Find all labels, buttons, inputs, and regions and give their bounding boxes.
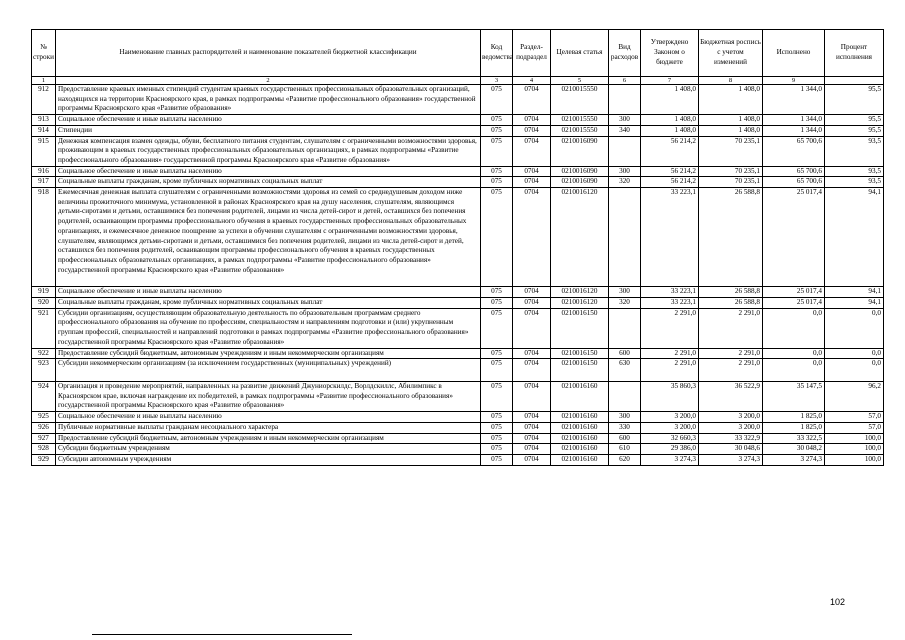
percent-executed: 100,0 — [825, 433, 884, 444]
table-row — [32, 433, 884, 444]
schedule-amount: 26 588,8 — [699, 188, 763, 287]
section-code: 0704 — [513, 422, 551, 433]
dept-code: 075 — [481, 433, 513, 444]
executed-amount: 1 344,0 — [763, 125, 825, 136]
schedule-amount: 30 048,6 — [699, 444, 763, 455]
dept-code: 075 — [481, 85, 513, 115]
row-name: Предоставление субсидий бюджетным, автономным учреждениям и иным некоммерческим организациям — [56, 348, 481, 359]
target-article: 0210016160 — [551, 454, 609, 465]
expense-type: 610 — [609, 444, 641, 455]
percent-executed: 94,1 — [825, 188, 884, 287]
approved-amount: 56 214,2 — [641, 166, 699, 177]
section-code: 0704 — [513, 85, 551, 115]
row-name: Ежемесячная денежная выплата слушателям с ограниченными возможностями здоровья из семей со среднедушевым доходом ниже величины прожиточного минимума, установленной в районах Красноярского края на душу населения, слушателям, являющимся детьми-сиротами и детьми, оставшимися без попечения родителей, лицами из числа детей-сирот и детей, оставшихся без попечения родителей, осваивающим программы профессионального обучения в краевых государственных профессиональных образовательных организациях, и ежемесячное денежное поощрение за успехи в обучении слушателям с ограниченными возможностями здоровья, слушателям, являющимся детьми-сиротами и детьми, оставшимися без попечения родителей, лицами из числа детей-сирот и детей, оставшихся без попечения родителей, осваивающим программы профессионального обучения в краевых государственных профессиональных образовательных организациях, в рамках подпрограммы «Развитие профессионального образования» государственной программы Красноярского края «Развитие образования» — [56, 188, 481, 287]
schedule-amount: 1 408,0 — [699, 125, 763, 136]
dept-code: 075 — [481, 454, 513, 465]
header-expense-type: Вид расходов — [609, 30, 641, 77]
row-number: 922 — [32, 348, 56, 359]
column-number: 5 — [551, 77, 609, 85]
column-number: 4 — [513, 77, 551, 85]
target-article: 0210016150 — [551, 359, 609, 382]
column-number: 7 — [641, 77, 699, 85]
table-body — [32, 85, 884, 466]
row-name: Социальное обеспечение и иные выплаты населению — [56, 115, 481, 126]
executed-amount: 25 017,4 — [763, 287, 825, 298]
percent-executed: 94,1 — [825, 287, 884, 298]
column-number: 2 — [56, 77, 481, 85]
percent-executed: 57,0 — [825, 422, 884, 433]
dept-code: 075 — [481, 359, 513, 382]
schedule-amount: 70 235,1 — [699, 177, 763, 188]
schedule-amount: 3 274,3 — [699, 454, 763, 465]
target-article: 0210016090 — [551, 166, 609, 177]
schedule-amount: 1 408,0 — [699, 85, 763, 115]
expense-type: 300 — [609, 412, 641, 423]
header-dept-code: Код ведомства — [481, 30, 513, 77]
approved-amount: 3 200,0 — [641, 412, 699, 423]
expense-type: 330 — [609, 422, 641, 433]
target-article: 0210016160 — [551, 381, 609, 411]
header-percent: Процент исполнения — [825, 30, 884, 77]
table-row — [32, 177, 884, 188]
header-section: Раздел-подраздел — [513, 30, 551, 77]
table-row — [32, 381, 884, 411]
row-number: 921 — [32, 308, 56, 348]
approved-amount: 1 408,0 — [641, 115, 699, 126]
row-number: 923 — [32, 359, 56, 382]
column-number: 3 — [481, 77, 513, 85]
percent-executed: 0,0 — [825, 348, 884, 359]
approved-amount: 1 408,0 — [641, 125, 699, 136]
dept-code: 075 — [481, 348, 513, 359]
expense-type — [609, 85, 641, 115]
approved-amount: 56 214,2 — [641, 136, 699, 166]
percent-executed: 0,0 — [825, 308, 884, 348]
row-number: 913 — [32, 115, 56, 126]
executed-amount: 35 147,5 — [763, 381, 825, 411]
executed-amount: 25 017,4 — [763, 298, 825, 309]
schedule-amount: 2 291,0 — [699, 359, 763, 382]
section-code: 0704 — [513, 177, 551, 188]
section-code: 0704 — [513, 125, 551, 136]
row-number: 925 — [32, 412, 56, 423]
percent-executed: 95,5 — [825, 85, 884, 115]
percent-executed: 94,1 — [825, 298, 884, 309]
schedule-amount: 3 200,0 — [699, 422, 763, 433]
header-name: Наименование главных распорядителей и наименование показателей бюджетной классификации — [56, 30, 481, 77]
dept-code: 075 — [481, 166, 513, 177]
approved-amount: 3 274,3 — [641, 454, 699, 465]
budget-execution-table — [31, 29, 884, 466]
percent-executed: 57,0 — [825, 412, 884, 423]
approved-amount: 33 223,1 — [641, 287, 699, 298]
table-row — [32, 412, 884, 423]
target-article: 0210016120 — [551, 188, 609, 287]
table-row — [32, 125, 884, 136]
row-name: Публичные нормативные выплаты гражданам несоциального характера — [56, 422, 481, 433]
target-article: 0210016090 — [551, 136, 609, 166]
row-number: 916 — [32, 166, 56, 177]
header-row-number: № строки — [32, 30, 56, 77]
section-code: 0704 — [513, 136, 551, 166]
column-number: 1 — [32, 77, 56, 85]
schedule-amount: 2 291,0 — [699, 308, 763, 348]
executed-amount: 1 825,0 — [763, 412, 825, 423]
approved-amount: 33 223,1 — [641, 298, 699, 309]
section-code: 0704 — [513, 454, 551, 465]
section-code: 0704 — [513, 166, 551, 177]
table-row — [32, 308, 884, 348]
approved-amount: 29 386,0 — [641, 444, 699, 455]
expense-type — [609, 188, 641, 287]
table-row — [32, 115, 884, 126]
dept-code: 075 — [481, 422, 513, 433]
schedule-amount: 1 408,0 — [699, 115, 763, 126]
row-number: 929 — [32, 454, 56, 465]
column-number: 8 — [699, 77, 763, 85]
expense-type — [609, 381, 641, 411]
approved-amount: 2 291,0 — [641, 348, 699, 359]
executed-amount: 65 700,6 — [763, 166, 825, 177]
row-number: 912 — [32, 85, 56, 115]
table-row — [32, 422, 884, 433]
target-article: 0210016160 — [551, 422, 609, 433]
section-code: 0704 — [513, 359, 551, 382]
target-article: 0210015550 — [551, 125, 609, 136]
schedule-amount: 26 588,8 — [699, 298, 763, 309]
target-article: 0210016090 — [551, 177, 609, 188]
column-number: 9 — [763, 77, 825, 85]
row-name: Социальные выплаты гражданам, кроме публичных нормативных социальных выплат — [56, 177, 481, 188]
row-number: 918 — [32, 188, 56, 287]
row-name: Субсидии организациям, осуществляющим образовательную деятельность по образовательным программам среднего профессионального образования на обучение по профессиям, специальностям и направлениям подготовки и (или) укрупненным группам профессий, специальностей и направлений подготовки в рамках подпрограммы «Развитие профессионального образования» государственной программы Красноярского края «Развитие образования» — [56, 308, 481, 348]
approved-amount: 3 200,0 — [641, 422, 699, 433]
percent-executed: 100,0 — [825, 444, 884, 455]
dept-code: 075 — [481, 136, 513, 166]
percent-executed: 95,5 — [825, 125, 884, 136]
dept-code: 075 — [481, 298, 513, 309]
header-approved: Утверждено Законом о бюджете — [641, 30, 699, 77]
dept-code: 075 — [481, 125, 513, 136]
approved-amount: 32 660,3 — [641, 433, 699, 444]
approved-amount: 56 214,2 — [641, 177, 699, 188]
target-article: 0210016120 — [551, 287, 609, 298]
schedule-amount: 70 235,1 — [699, 166, 763, 177]
percent-executed: 0,0 — [825, 359, 884, 382]
row-name: Социальное обеспечение и иные выплаты населению — [56, 287, 481, 298]
row-number: 920 — [32, 298, 56, 309]
section-code: 0704 — [513, 433, 551, 444]
footer-divider — [92, 634, 352, 635]
target-article: 0210016160 — [551, 444, 609, 455]
dept-code: 075 — [481, 381, 513, 411]
row-number: 919 — [32, 287, 56, 298]
executed-amount: 1 344,0 — [763, 85, 825, 115]
row-name: Субсидии некоммерческим организациям (за исключением государственных (муниципальных) учреждений) — [56, 359, 481, 382]
table-row — [32, 188, 884, 287]
schedule-amount: 36 522,9 — [699, 381, 763, 411]
page-number: 102 — [830, 597, 846, 607]
row-name: Субсидии бюджетным учреждениям — [56, 444, 481, 455]
executed-amount: 3 274,3 — [763, 454, 825, 465]
table-row — [32, 287, 884, 298]
header-executed: Исполнено — [763, 30, 825, 77]
section-code: 0704 — [513, 298, 551, 309]
section-code: 0704 — [513, 348, 551, 359]
dept-code: 075 — [481, 412, 513, 423]
row-name: Предоставление субсидий бюджетным, автономным учреждениям и иным некоммерческим организациям — [56, 433, 481, 444]
table-header-row — [32, 30, 884, 77]
dept-code: 075 — [481, 115, 513, 126]
executed-amount: 0,0 — [763, 359, 825, 382]
target-article: 0210016150 — [551, 308, 609, 348]
expense-type — [609, 308, 641, 348]
percent-executed: 100,0 — [825, 454, 884, 465]
target-article: 0210016160 — [551, 433, 609, 444]
expense-type: 620 — [609, 454, 641, 465]
percent-executed: 93,5 — [825, 136, 884, 166]
row-name: Организация и проведение мероприятий, направленных на развитие движений Джуниорскилдс, Ворлдскиллс, Абилимпикс в Красноярском крае, включая награждение их победителей, в рамках подпрограммы «Развитие профессионального образования» государственной программы Красноярского края «Развитие образования» — [56, 381, 481, 411]
column-number-row — [32, 77, 884, 85]
section-code: 0704 — [513, 381, 551, 411]
dept-code: 075 — [481, 177, 513, 188]
expense-type: 300 — [609, 287, 641, 298]
column-number — [825, 77, 884, 85]
row-name: Социальное обеспечение и иные выплаты населению — [56, 166, 481, 177]
percent-executed: 93,5 — [825, 166, 884, 177]
expense-type: 300 — [609, 166, 641, 177]
expense-type — [609, 136, 641, 166]
dept-code: 075 — [481, 308, 513, 348]
row-name: Предоставление краевых именных стипендий студентам краевых государственных профессиональных образовательных организаций, находящихся на территории Красноярского края, в рамках подпрограммы «Развитие профессионального образования» государственной программы Красноярского края «Развитие образования» — [56, 85, 481, 115]
executed-amount: 25 017,4 — [763, 188, 825, 287]
row-name: Стипендии — [56, 125, 481, 136]
table-row — [32, 454, 884, 465]
row-number: 924 — [32, 381, 56, 411]
executed-amount: 65 700,6 — [763, 136, 825, 166]
header-schedule: Бюджетная роспись с учетом изменений — [699, 30, 763, 77]
percent-executed: 95,5 — [825, 115, 884, 126]
expense-type: 320 — [609, 177, 641, 188]
row-name: Социальные выплаты гражданам, кроме публичных нормативных социальных выплат — [56, 298, 481, 309]
section-code: 0704 — [513, 412, 551, 423]
target-article: 0210016120 — [551, 298, 609, 309]
expense-type: 340 — [609, 125, 641, 136]
approved-amount: 1 408,0 — [641, 85, 699, 115]
table-row — [32, 85, 884, 115]
table-row — [32, 444, 884, 455]
schedule-amount: 33 322,9 — [699, 433, 763, 444]
executed-amount: 33 322,5 — [763, 433, 825, 444]
row-number: 928 — [32, 444, 56, 455]
expense-type: 600 — [609, 348, 641, 359]
column-number: 6 — [609, 77, 641, 85]
approved-amount: 2 291,0 — [641, 359, 699, 382]
row-number: 914 — [32, 125, 56, 136]
executed-amount: 0,0 — [763, 308, 825, 348]
row-name: Субсидии автономным учреждениям — [56, 454, 481, 465]
dept-code: 075 — [481, 287, 513, 298]
executed-amount: 0,0 — [763, 348, 825, 359]
section-code: 0704 — [513, 444, 551, 455]
section-code: 0704 — [513, 188, 551, 287]
expense-type: 300 — [609, 115, 641, 126]
section-code: 0704 — [513, 308, 551, 348]
expense-type: 600 — [609, 433, 641, 444]
row-name: Денежная компенсация взамен одежды, обуви, бесплатного питания студентам, слушателям с ограниченными возможностями здоровья, проживающим в краевых государственных профессиональных образовательных организациях, в рамках подпрограммы «Развитие профессионального образования» государственной программы Красноярского края «Развитие образования» — [56, 136, 481, 166]
table-row — [32, 136, 884, 166]
percent-executed: 96,2 — [825, 381, 884, 411]
dept-code: 075 — [481, 444, 513, 455]
target-article: 0210016150 — [551, 348, 609, 359]
section-code: 0704 — [513, 115, 551, 126]
table-row — [32, 348, 884, 359]
row-number: 927 — [32, 433, 56, 444]
table-row — [32, 166, 884, 177]
row-number: 926 — [32, 422, 56, 433]
target-article: 0210016160 — [551, 412, 609, 423]
executed-amount: 30 048,2 — [763, 444, 825, 455]
row-number: 917 — [32, 177, 56, 188]
row-number: 915 — [32, 136, 56, 166]
schedule-amount: 2 291,0 — [699, 348, 763, 359]
header-target-article: Целевая статья — [551, 30, 609, 77]
executed-amount: 1 825,0 — [763, 422, 825, 433]
approved-amount: 2 291,0 — [641, 308, 699, 348]
target-article: 0210015550 — [551, 85, 609, 115]
expense-type: 630 — [609, 359, 641, 382]
schedule-amount: 26 588,8 — [699, 287, 763, 298]
expense-type: 320 — [609, 298, 641, 309]
row-name: Социальное обеспечение и иные выплаты населению — [56, 412, 481, 423]
executed-amount: 65 700,6 — [763, 177, 825, 188]
approved-amount: 33 223,1 — [641, 188, 699, 287]
target-article: 0210015550 — [551, 115, 609, 126]
table-row — [32, 359, 884, 382]
dept-code: 075 — [481, 188, 513, 287]
approved-amount: 35 860,3 — [641, 381, 699, 411]
percent-executed: 93,5 — [825, 177, 884, 188]
section-code: 0704 — [513, 287, 551, 298]
table-row — [32, 298, 884, 309]
executed-amount: 1 344,0 — [763, 115, 825, 126]
schedule-amount: 3 200,0 — [699, 412, 763, 423]
schedule-amount: 70 235,1 — [699, 136, 763, 166]
